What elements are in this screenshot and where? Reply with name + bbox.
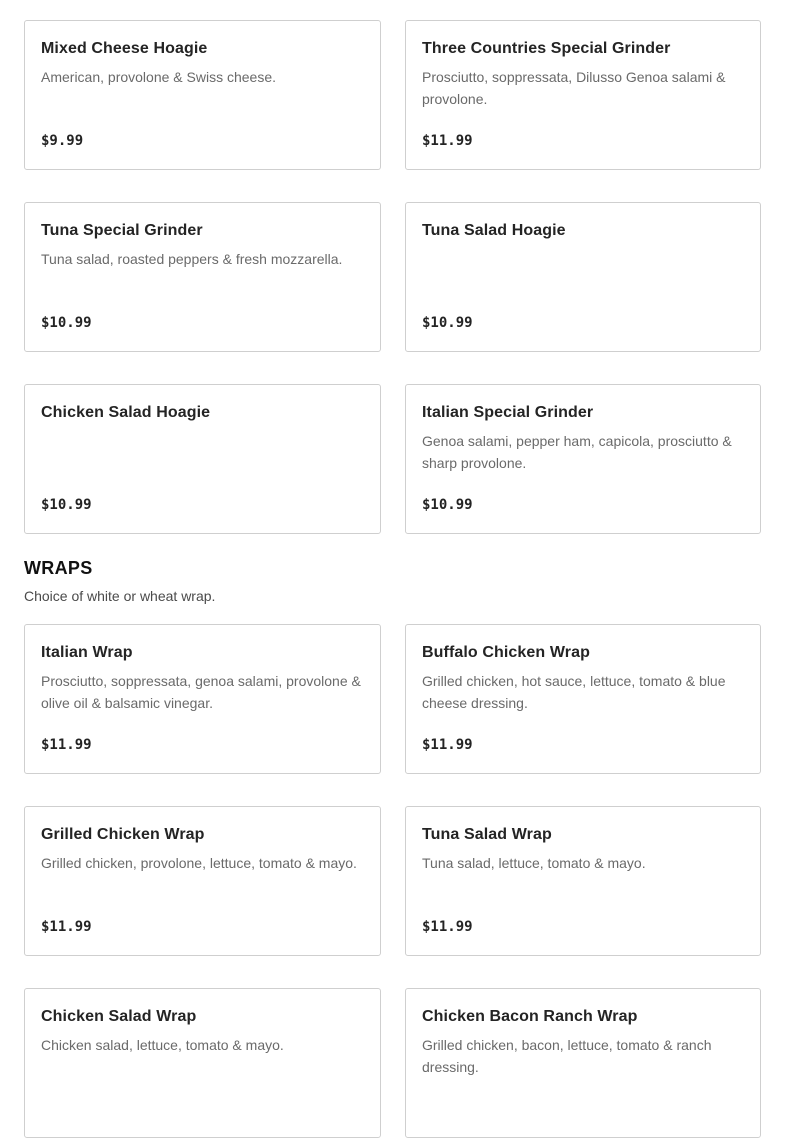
item-description: Chicken salad, lettuce, tomato & mayo.	[41, 1037, 284, 1053]
item-description: American, provolone & Swiss cheese.	[41, 69, 276, 85]
item-name: Tuna Salad Wrap	[422, 826, 552, 843]
item-description: Prosciutto, soppressata, Dilusso Genoa salami & provolone.	[422, 69, 726, 107]
wraps-item-grid	[24, 624, 761, 1138]
item-description: Grilled chicken, bacon, lettuce, tomato & ranch dressing.	[422, 1037, 712, 1075]
menu-item-card[interactable]	[405, 806, 761, 956]
section-subtitle: Choice of white or wheat wrap.	[24, 588, 216, 604]
item-name: Chicken Salad Wrap	[41, 1008, 197, 1025]
item-price: $11.99	[41, 737, 92, 753]
item-price: $11.99	[422, 919, 473, 935]
menu-item-card[interactable]	[24, 20, 381, 170]
item-price: $11.99	[422, 133, 473, 149]
menu-item-card[interactable]	[405, 202, 761, 352]
menu-item-card[interactable]	[405, 624, 761, 774]
item-name: Tuna Special Grinder	[41, 222, 203, 239]
item-price: $10.99	[41, 497, 92, 513]
item-name: Italian Wrap	[41, 644, 133, 661]
menu-item-card[interactable]	[405, 20, 761, 170]
item-name: Chicken Salad Hoagie	[41, 404, 211, 421]
menu-item-card[interactable]	[24, 384, 381, 534]
item-name: Italian Special Grinder	[422, 404, 594, 421]
item-name: Three Countries Special Grinder	[422, 40, 671, 57]
section-title: WRAPS	[24, 558, 93, 578]
item-description: Genoa salami, pepper ham, capicola, prosciutto & sharp provolone.	[422, 433, 732, 471]
item-price: $11.99	[422, 737, 473, 753]
item-price: $11.99	[41, 919, 92, 935]
item-name: Tuna Salad Hoagie	[422, 222, 566, 239]
item-description: Tuna salad, roasted peppers & fresh mozzarella.	[41, 251, 343, 267]
item-price: $10.99	[422, 315, 473, 331]
item-price: $10.99	[41, 315, 92, 331]
item-name: Grilled Chicken Wrap	[41, 826, 205, 843]
item-price: $10.99	[422, 497, 473, 513]
item-name: Chicken Bacon Ranch Wrap	[422, 1008, 638, 1025]
item-name: Mixed Cheese Hoagie	[41, 40, 208, 57]
item-description: Grilled chicken, hot sauce, lettuce, tomato & blue cheese dressing.	[422, 673, 726, 711]
item-description: Prosciutto, soppressata, genoa salami, provolone & olive oil & balsamic vinegar.	[41, 673, 361, 711]
item-description: Grilled chicken, provolone, lettuce, tomato & mayo.	[41, 855, 357, 871]
menu-item-grid	[24, 20, 761, 534]
menu-item-card[interactable]	[24, 988, 381, 1138]
item-price: $9.99	[41, 133, 84, 149]
menu-item-card[interactable]	[24, 624, 381, 774]
menu-item-card[interactable]	[24, 806, 381, 956]
menu-item-card[interactable]	[405, 988, 761, 1138]
menu-item-card[interactable]	[24, 202, 381, 352]
menu-item-card[interactable]	[405, 384, 761, 534]
item-name: Buffalo Chicken Wrap	[422, 644, 590, 661]
item-description: Tuna salad, lettuce, tomato & mayo.	[422, 855, 646, 871]
